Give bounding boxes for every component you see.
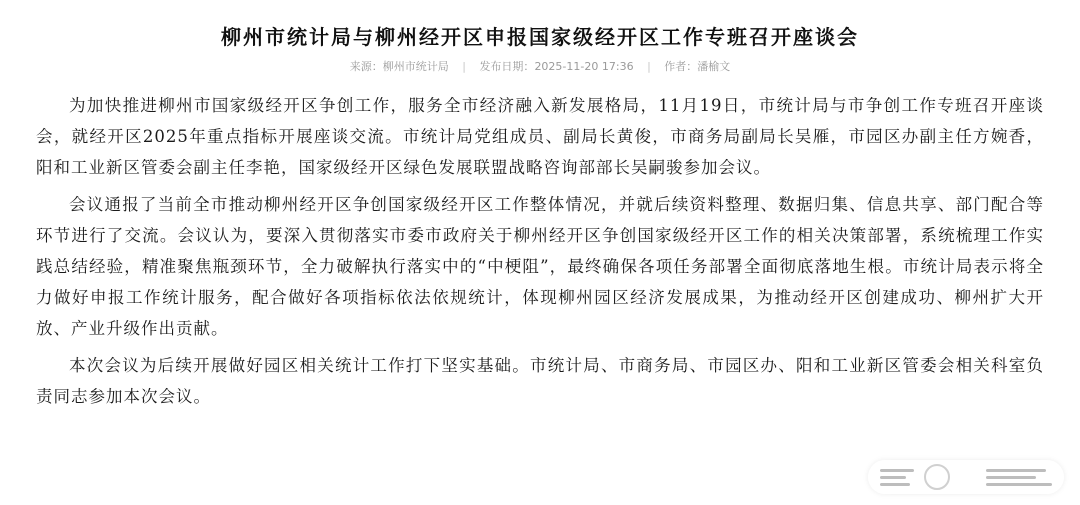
menu-lines-icon [880, 476, 906, 479]
paragraph: 本次会议为后续开展做好园区相关统计工作打下坚实基础。市统计局、市商务局、市园区办、阳和工业新区管委会相关科室负责同志参加本次会议。 [36, 356, 1044, 406]
circle-icon[interactable] [924, 464, 950, 490]
menu-lines-icon [986, 469, 1046, 472]
menu-lines-icon [986, 476, 1036, 479]
menu-lines-icon [880, 483, 910, 486]
article-body [30, 90, 1050, 412]
article-meta [30, 58, 1050, 76]
source-value: 柳州市统计局 [382, 60, 449, 73]
article-title: 柳州市统计局与柳州经开区申报国家级经开区工作专班召开座谈会 [221, 25, 859, 49]
meta-divider: | [462, 60, 466, 73]
menu-lines-icon [986, 483, 1052, 486]
author-label: 作者： [664, 60, 698, 73]
article [30, 0, 1050, 412]
source-label: 来源： [349, 60, 383, 73]
author-value: 潘榆文 [697, 60, 731, 73]
paragraph: 会议通报了当前全市推动柳州经开区争创国家级经开区工作整体情况，并就后续资料整理、数据归集、信息共享、部门配合等环节进行了交流。会议认为，要深入贯彻落实市委市政府关于柳州经开区争创国家级经开区工作的相关决策部署，系统梳理工作实践总结经验，精准聚焦瓶颈环节，全力破解执行落实中的“中梗阻”，最终确保各项任务部署全面彻底落地生根。市统计局表示将全力做好申报工作统计服务，配合做好各项指标依法依规统计，体现柳州园区经济发展成果，为推动经开区创建成功、柳州扩大开放、产业升级作出贡献。 [36, 195, 1044, 338]
publish-date-label: 发布日期： [479, 60, 535, 73]
floating-toolbar[interactable] [868, 460, 1064, 494]
meta-divider: | [647, 60, 651, 73]
menu-lines-icon [880, 469, 914, 472]
publish-date-value: 2025-11-20 17:36 [534, 60, 634, 73]
paragraph: 为加快推进柳州市国家级经开区争创工作，服务全市经济融入新发展格局，11月19日，市统计局与市争创工作专班召开座谈会，就经开区2025年重点指标开展座谈交流。市统计局党组成员、副局长黄俊，市商务局副局长吴雁，市园区办副主任方婉香，阳和工业新区管委会副主任李艳，国家级经开区绿色发展联盟战略咨询部部长吴嗣骏参加会议。 [36, 96, 1044, 177]
